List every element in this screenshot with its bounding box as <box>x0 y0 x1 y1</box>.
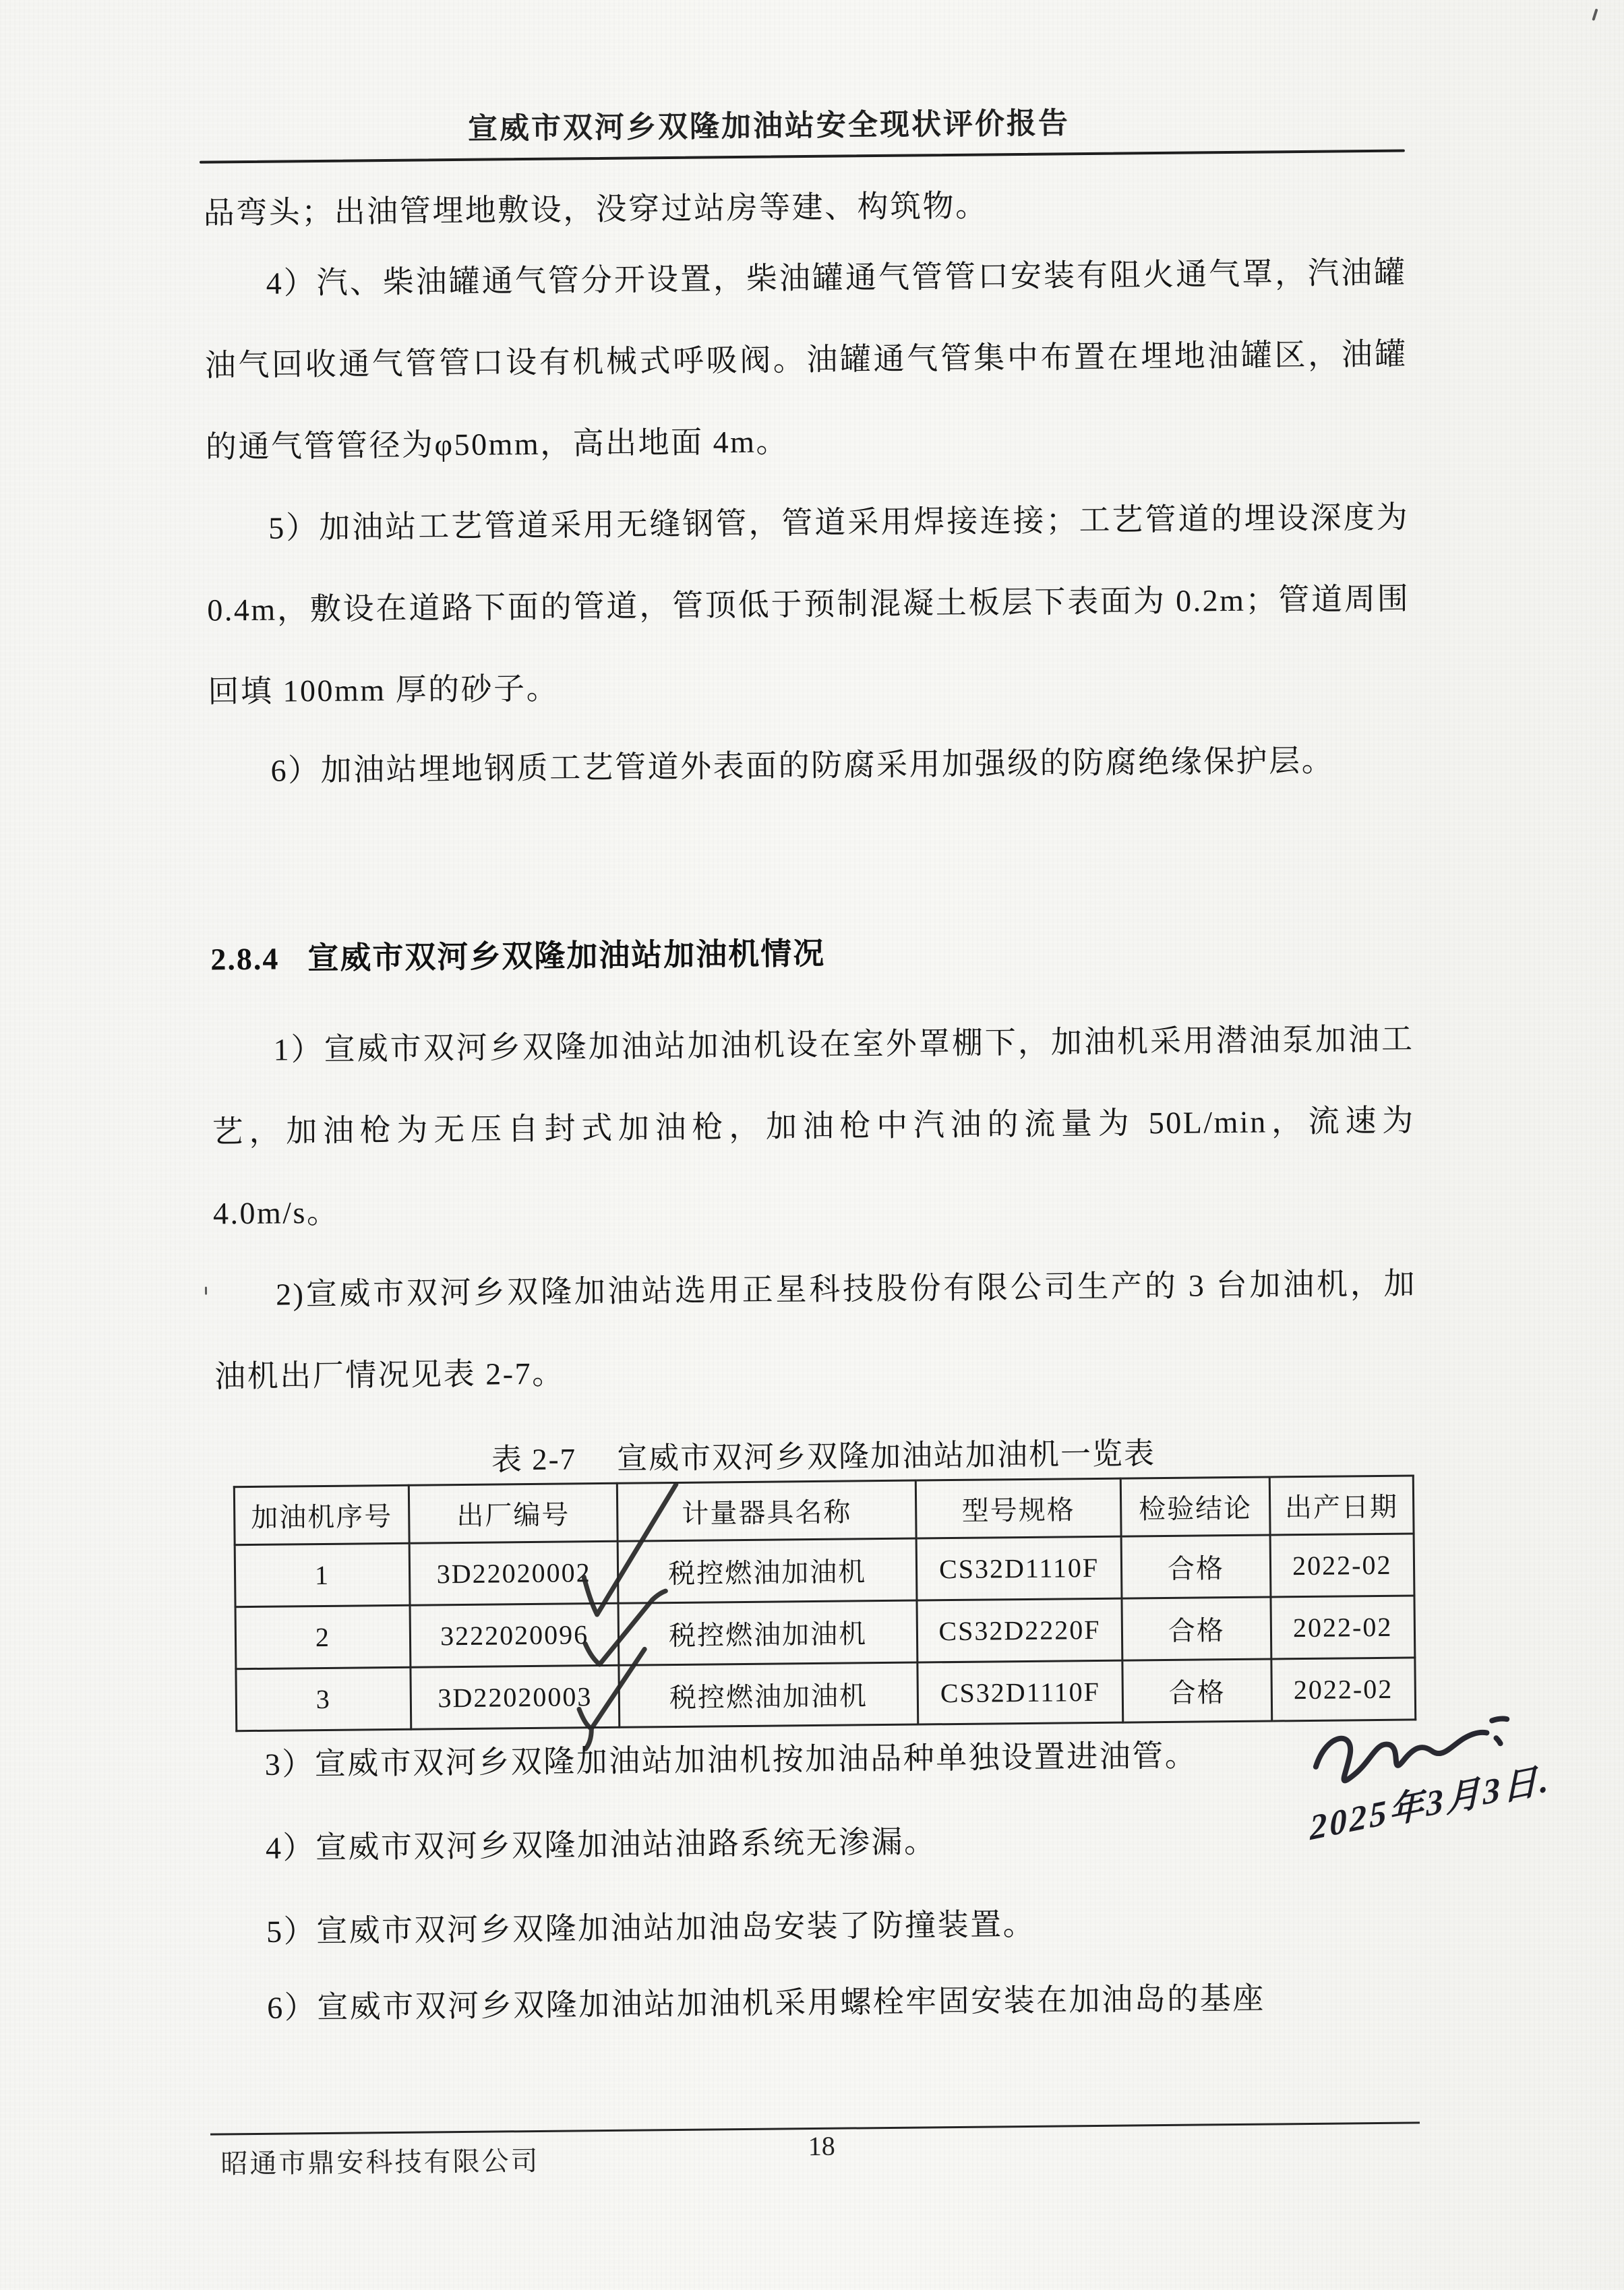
paragraph-item-5: 5）加油站工艺管道采用无缝钢管，管道采用焊接连接；工艺管道的埋设深度为 0.4m，敷设在道路下面的管道，管顶低于预制混凝土板层下表面为 0.2m；管道周围回填 100mm 厚的砂子。 <box>207 500 1410 709</box>
section-heading <box>210 923 1414 979</box>
table-header-row <box>234 1476 1414 1545</box>
cell-factory-no: 3D22020003 <box>411 1665 620 1729</box>
table-caption-title: 宣威市双河乡双隆加油站加油机一览表 <box>616 1437 1156 1476</box>
cell-date: 2022-02 <box>1270 1534 1414 1597</box>
table-row <box>235 1596 1415 1669</box>
footer-page-number: 18 <box>808 2130 835 2162</box>
scan-speck <box>205 1287 207 1295</box>
cell-serial: 1 <box>235 1543 410 1606</box>
paragraph-item-4: 4）汽、柴油罐通气管分开设置，柴油罐通气管管口安装有阻火通气罩，汽油罐油气回收通气管管口设有机械式呼吸阀。油罐通气管集中布置在埋地油罐区，油罐的通气管管径为φ50mm，高出地面 4m。 <box>204 255 1408 464</box>
scan-speck <box>1592 9 1598 21</box>
dispenser-table <box>233 1474 1416 1732</box>
paragraph-machine-3: 3）宣威市双河乡双隆加油站加油机按加油品种单独设置进油管。 <box>264 1738 1198 1782</box>
table-caption <box>233 1426 1414 1481</box>
cell-factory-no: 3D22020002 <box>409 1541 618 1605</box>
cell-date: 2022-02 <box>1271 1658 1415 1721</box>
col-header-result: 检验结论 <box>1120 1477 1269 1536</box>
cell-instrument: 税控燃油加油机 <box>619 1662 918 1727</box>
paragraph-continuation: 品弯头；出油管埋地敷设，没穿过站房等建、构筑物。 <box>203 188 988 231</box>
cell-instrument: 税控燃油加油机 <box>618 1600 917 1665</box>
col-header-serial: 加油机序号 <box>234 1485 409 1544</box>
cell-model: CS32D2220F <box>917 1598 1122 1662</box>
cell-model: CS32D1110F <box>918 1660 1123 1724</box>
col-header-date: 出产日期 <box>1269 1476 1414 1535</box>
paragraph-machine-4: 4）宣威市双河乡双隆加油站油路系统无渗漏。 <box>265 1824 937 1865</box>
col-header-factory-no: 出厂编号 <box>409 1483 618 1543</box>
cell-result: 合格 <box>1122 1597 1271 1660</box>
running-header-title: 宣威市双河乡双隆加油站安全现状评价报告 <box>467 107 1071 146</box>
cell-result: 合格 <box>1121 1535 1270 1598</box>
section-number: 2.8.4 <box>210 941 280 977</box>
paragraph-machine-1: 1）宣威市双河乡双隆加油站加油机设在室外罩棚下，加油机采用潜油泵加油工艺，加油枪为无压自封式加油枪，加油枪中汽油的流量为 50L/min，流速为 4.0m/s。 <box>212 1021 1415 1231</box>
handwritten-date: 2025年3月3日. <box>1309 1759 1552 1848</box>
handwritten-annotation <box>1290 1710 1615 1902</box>
cell-date: 2022-02 <box>1271 1596 1415 1659</box>
col-header-instrument: 计量器具名称 <box>618 1480 916 1541</box>
table-caption-label: 表 2-7 <box>491 1442 577 1477</box>
footer-company: 昭通市鼎安科技有限公司 <box>220 2145 540 2179</box>
paragraph-machine-5: 5）宣威市双河乡双隆加油站加油岛安装了防撞装置。 <box>266 1906 1036 1949</box>
cell-factory-no: 3222020096 <box>410 1603 619 1667</box>
cell-serial: 2 <box>235 1605 411 1668</box>
paragraph-machine-2: 2)宣威市双河乡双隆加油站选用正星科技股份有限公司生产的 3 台加油机，加油机出厂情况见表 2-7。 <box>214 1266 1417 1394</box>
cell-result: 合格 <box>1122 1659 1271 1722</box>
cell-instrument: 税控燃油加油机 <box>618 1538 917 1603</box>
paragraph-machine-6: 6）宣威市双河乡双隆加油站加油机采用螺栓牢固安装在加油岛的基座 <box>267 1981 1265 2025</box>
section-title: 宣威市双河乡双隆加油站加油机情况 <box>307 936 826 976</box>
col-header-model: 型号规格 <box>915 1478 1121 1538</box>
cell-serial: 3 <box>236 1667 411 1730</box>
cell-model: CS32D1110F <box>916 1536 1122 1600</box>
table-row <box>235 1534 1414 1607</box>
header-rule <box>200 149 1405 163</box>
paragraph-item-6: 6）加油站埋地钢质工艺管道外表面的防腐采用加强级的防腐绝缘保护层。 <box>270 743 1335 788</box>
